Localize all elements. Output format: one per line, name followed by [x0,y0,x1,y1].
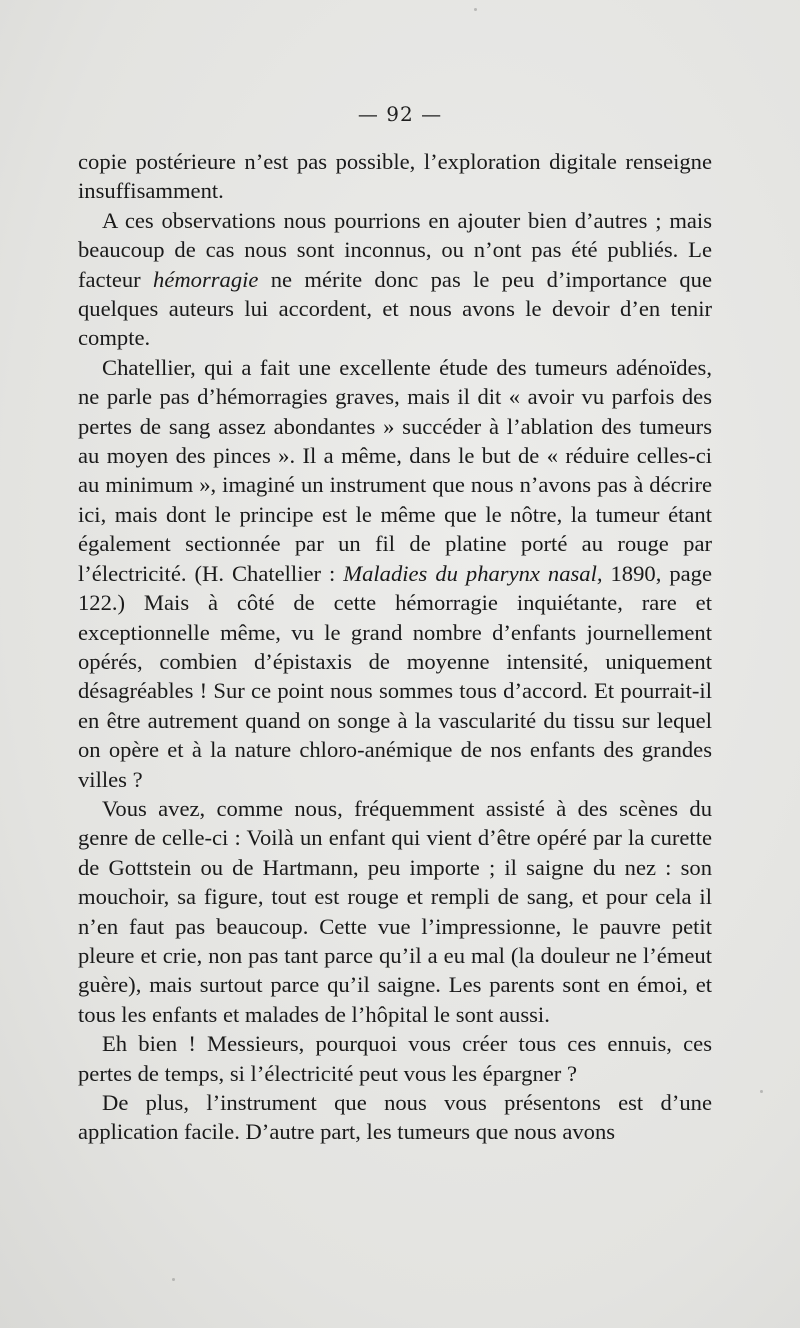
paper-speck [474,8,477,11]
paper-speck [760,1090,763,1093]
paragraph [78,1029,712,1088]
text-run: A ces observations nous pourrions en ajouter bien d’autres ; mais beaucoup de cas nous sont inconnus, ou n’ont pas été publiés. Le facteur [78,207,712,292]
text-run: Eh bien ! Messieurs, pourquoi vous créer tous ces ennuis, ces pertes de temps, si l’électricité peut vous les épargner ? [78,1031,712,1086]
italic-citation: Maladies du pharynx nasal, [343,560,603,586]
body-text [78,147,712,1147]
paragraph [78,794,712,1029]
text-run: 1890, page 122.) Mais à côté de cette hémorragie inquiétante, rare et exceptionnelle même, vu le grand nombre d’enfants journellement opérés, combien d’épistaxis de moyenne intensité, uniquement désagréables ! Sur ce point nous sommes tous d’accord. Et pourrait-il en être autrement quand on songe à la vascularité du tissu sur lequel on opère et à la nature chloro-anémique de nos enfants des grandes villes ? [78,560,712,792]
italic-term: hémorragie [153,266,259,292]
text-run: De plus, l’instrument que nous vous présentons est d’une application facile. D’autre part, les tumeurs que nous avons [78,1090,712,1145]
page-number: — 92 — [357,102,443,126]
paragraph [78,147,712,206]
text-run: Vous avez, comme nous, fréquemment assisté à des scènes du genre de celle-ci : Voilà un enfant qui vient d’être opéré par la curette de Gottstein ou de Hartmann, peu importe ; il saigne du nez : son mouchoir, sa figure, tout est rouge et rempli de sang, et pour cela il n’en faut pas beaucoup. Cette vue l’impressionne, le pauvre petit pleure et crie, non pas tant parce qu’il a eu mal (la douleur ne l’émeut guère), mais surtout parce qu’il saigne. Les parents sont en émoi, et tous les enfants et malades de l’hôpital le sont aussi. [78,795,712,1027]
text-run: copie postérieure n’est pas possible, l’exploration digitale renseigne insuffisamment. [78,149,712,204]
paper-speck [172,1278,175,1281]
paragraph [78,206,712,353]
text-run: ne mérite donc pas le peu d’importance que quelques auteurs lui accordent, et nous avons le devoir d’en tenir compte. [78,266,712,351]
paragraph [78,353,712,794]
text-run: Chatellier, qui a fait une excellente étude des tumeurs adénoïdes, ne parle pas d’hémorragies graves, mais il dit « avoir vu parfois des pertes de sang assez abondantes » succéder à l’ablation des tumeurs au moyen des pinces ». Il a même, dans le but de « réduire celles-ci au minimum », imaginé un instrument que nous n’avons pas à décrire ici, mais dont le principe est le même que le nôtre, la tumeur étant également sectionnée par un fil de platine porté au rouge par l’électricité. (H. Chatellier : [78,354,712,586]
paragraph [78,1088,712,1147]
